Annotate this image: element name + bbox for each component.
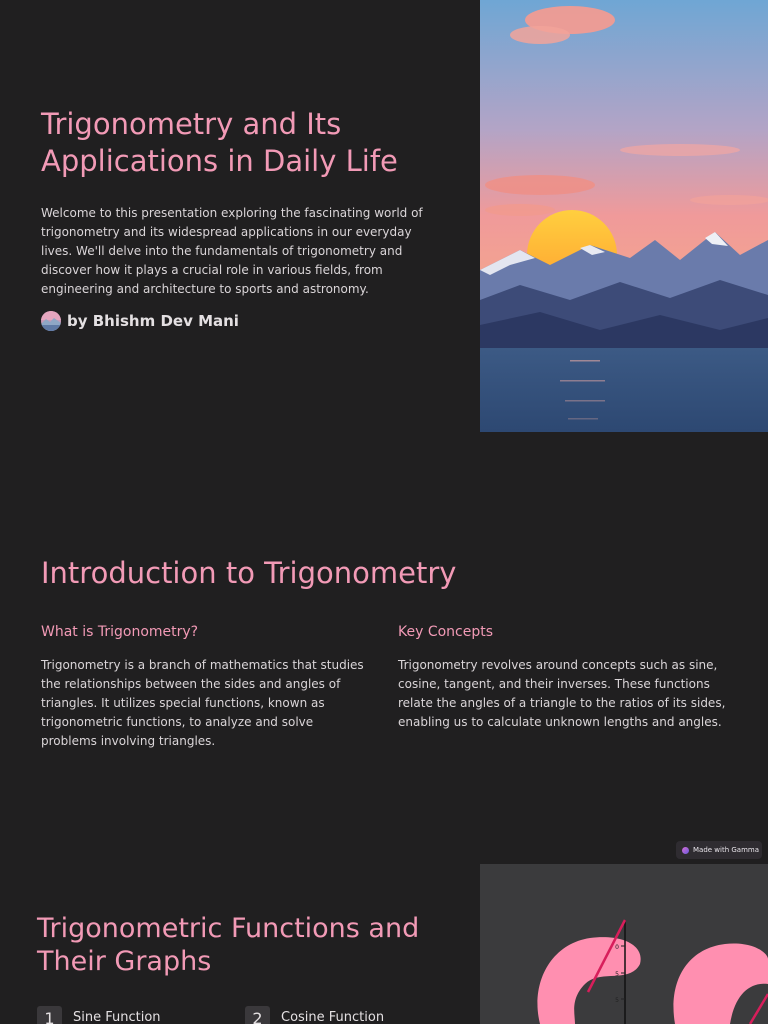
introduction-title: Introduction to Trigonometry [41, 556, 457, 590]
functions-slide [0, 864, 768, 1024]
sunset-mountain-image [480, 0, 768, 432]
gamma-logo-icon [682, 847, 689, 854]
item-number: 2 [245, 1006, 270, 1024]
author-avatar [41, 311, 61, 331]
title-slide [0, 0, 768, 432]
key-concepts-column [398, 624, 728, 732]
column-body: Trigonometry revolves around concepts such as sine, cosine, tangent, and their inverses. These functions relate the angles of a triangle to the ratios of its sides, enabling us to calculate unknown lengths and angles. [398, 658, 726, 729]
graph-tick-label: 0 [615, 944, 619, 951]
column-heading: What is Trigonometry? [41, 624, 199, 640]
graph-tick-label: 5 [615, 997, 619, 1004]
made-with-gamma-badge[interactable] [676, 841, 762, 859]
list-item [37, 1006, 161, 1024]
author-name: by Bhishm Dev Mani [67, 312, 239, 330]
item-label: Cosine Function [281, 1009, 385, 1024]
author-byline [41, 311, 441, 331]
what-is-trigonometry-column [41, 624, 371, 751]
item-number: 1 [37, 1006, 62, 1024]
functions-title: Trigonometric Functions and Their Graphs [37, 913, 420, 977]
presentation-title: Trigonometry and Its Applications in Daily Life [41, 107, 398, 178]
trig-graph-image [480, 864, 768, 1024]
item-label: Sine Function [73, 1009, 161, 1024]
column-body: Trigonometry is a branch of mathematics that studies the relationships between the sides and angles of triangles. It utilizes special functions, known as trigonometric functions, to analyze and solve problems involving triangles. [41, 658, 364, 748]
graph-tick-label: 5 [615, 971, 619, 978]
presentation-description: Welcome to this presentation exploring the fascinating world of trigonometry and its widespread applications in our everyday lives. We'll delve into the fundamentals of trigonometry and discover how it plays a crucial role in various fields, from engineering and architecture to sports and astronomy. [41, 206, 423, 296]
column-heading: Key Concepts [398, 624, 494, 640]
introduction-slide [0, 432, 768, 842]
list-item [245, 1006, 384, 1024]
title-slide-text [41, 106, 441, 331]
badge-label: Made with Gamma [693, 846, 760, 854]
